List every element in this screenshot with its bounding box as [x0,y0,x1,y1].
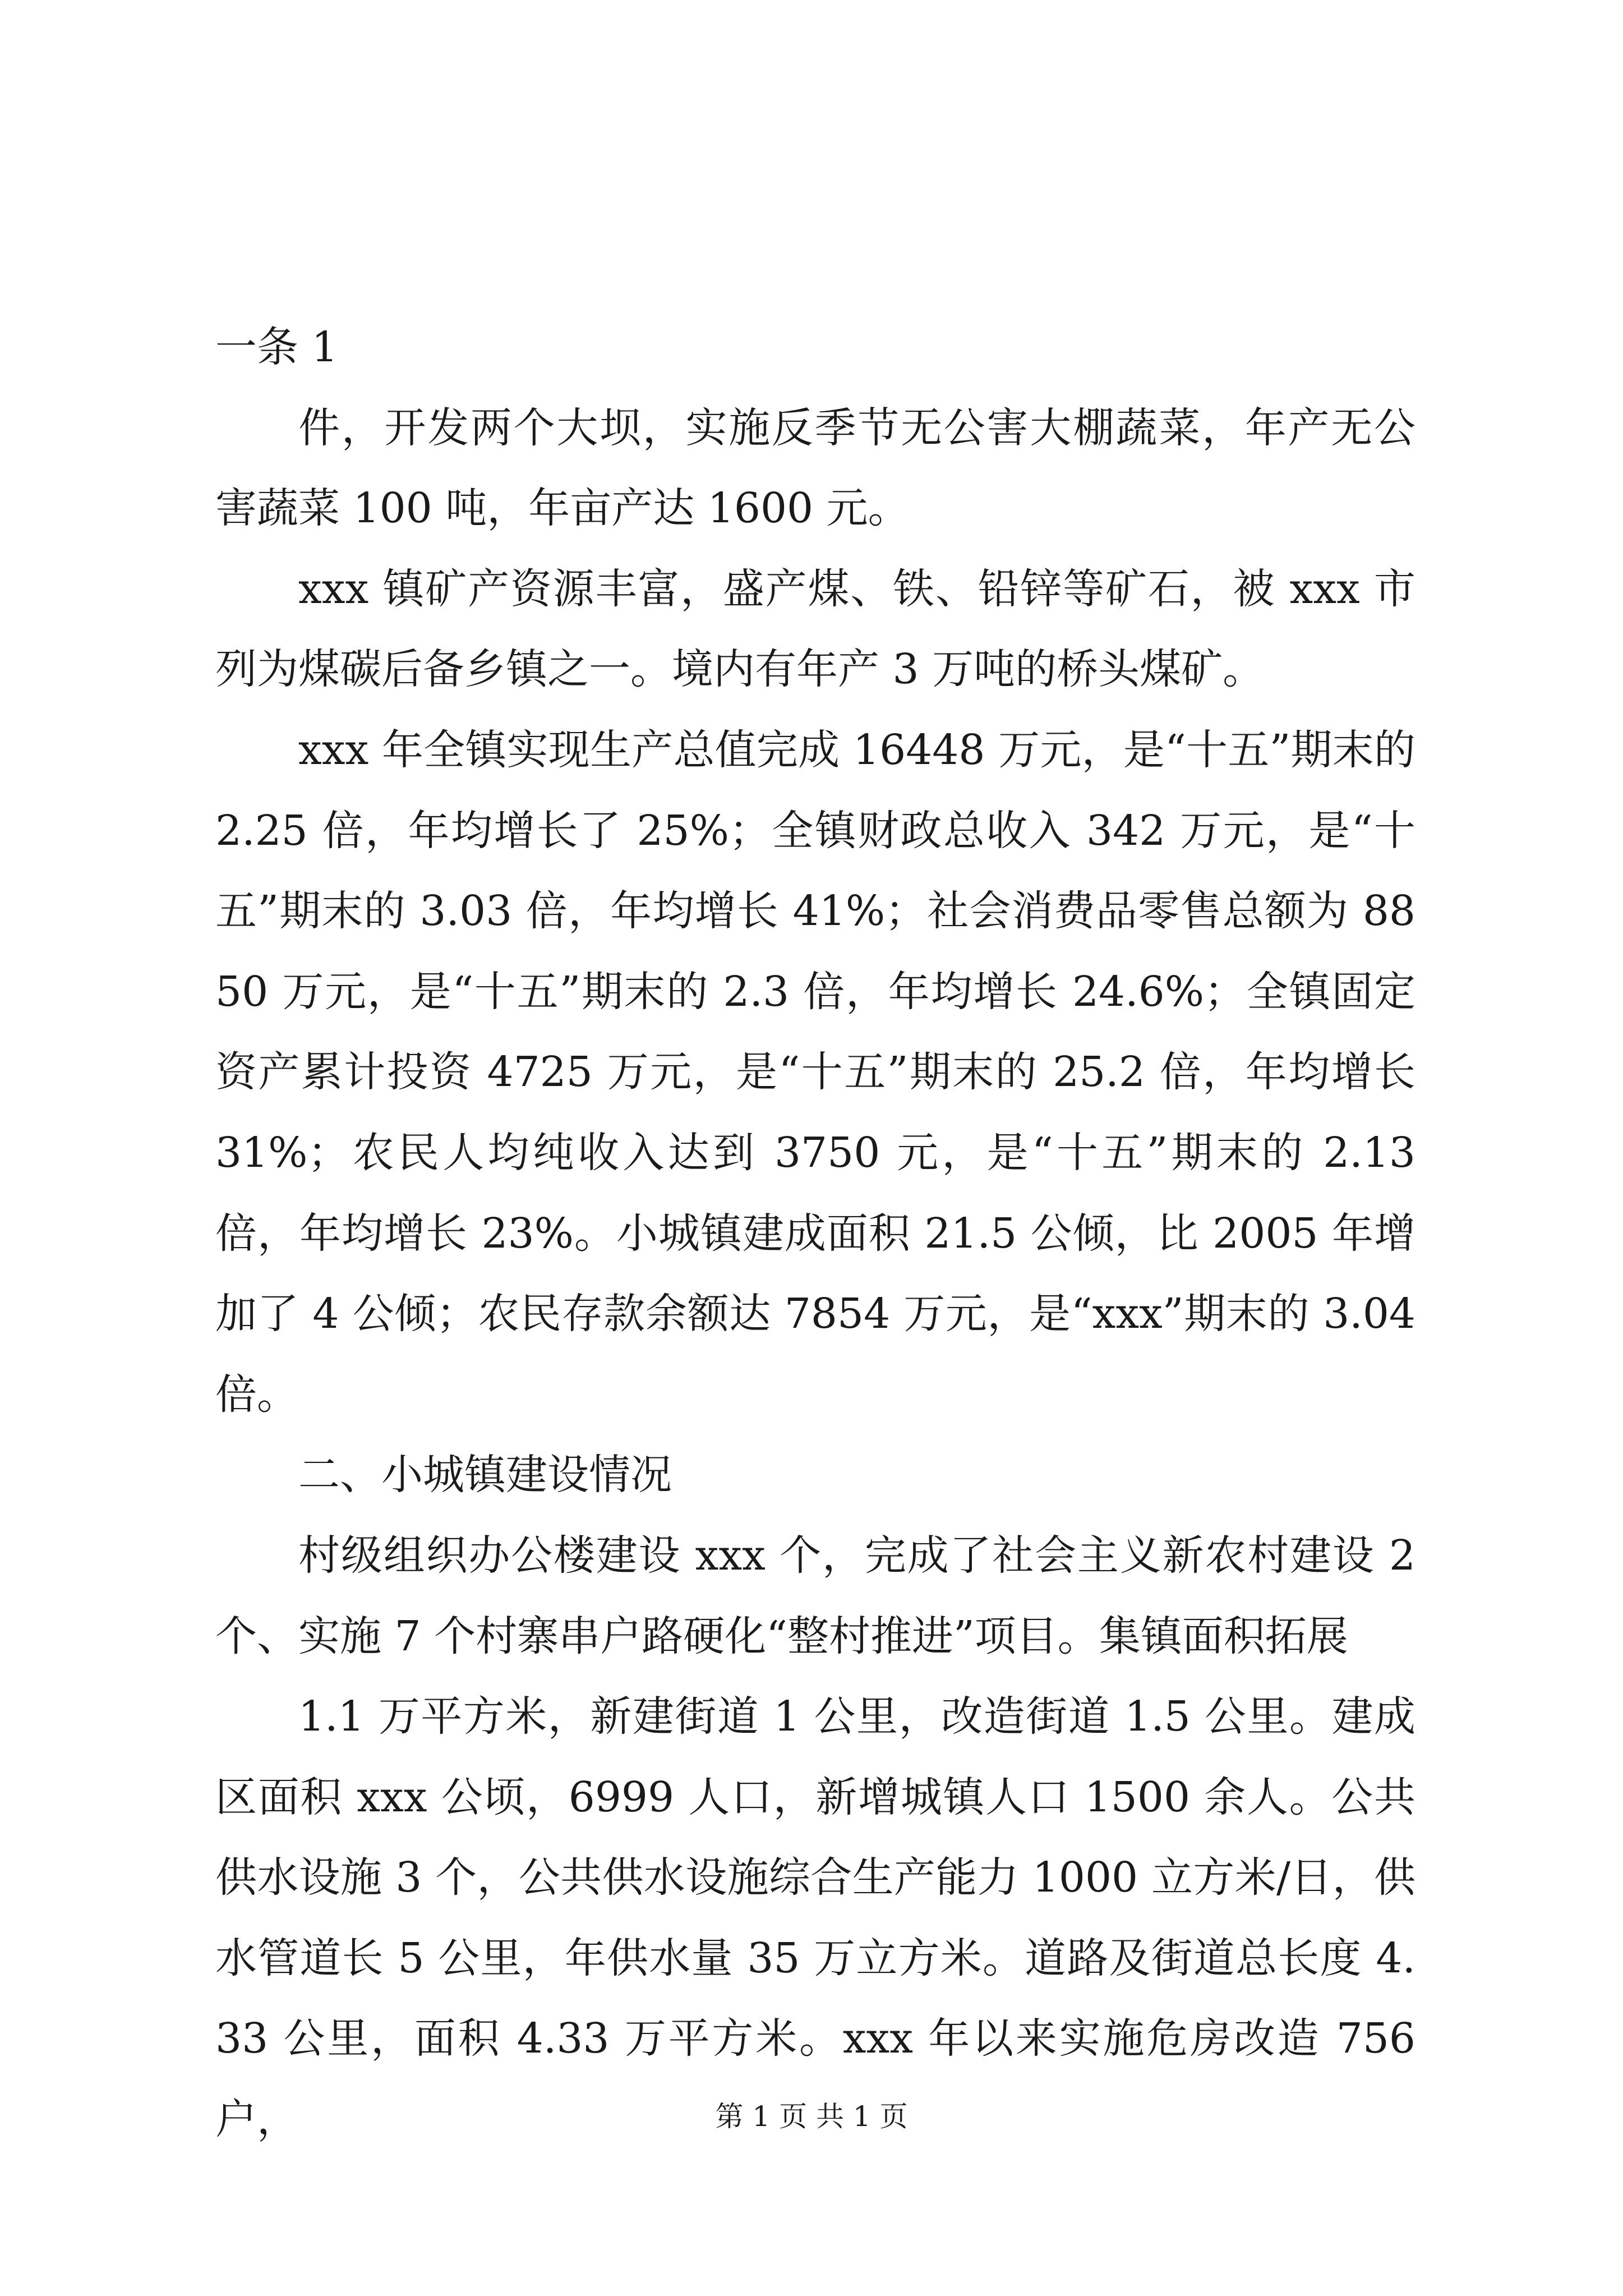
paragraph-fragment-heading: 一条 1 [215,323,338,371]
paragraph-vegetables: 件，开发两个大坝，实施反季节无公害大棚蔬菜，年产无公害蔬菜 100 吨，年亩产达 1600 元。 [215,403,1415,533]
paragraph-mineral-resources: xxx 镇矿产资源丰富，盛产煤、铁、铅锌等矿石，被 xxx 市列为煤碳后备乡镇之一。境内有年产 3 万吨的桥头煤矿。 [215,564,1415,694]
section-heading-town-construction: 二、小城镇建设情况 [298,1451,672,1499]
document-body [215,307,1415,2160]
paragraph-village-offices: 村级组织办公楼建设 xxx 个，完成了社会主义新农村建设 2 个、实施 7 个村寨串户路硬化“整村推进”项目。集镇面积拓展 [215,1531,1415,1660]
paragraph-economic-stats: xxx 年全镇实现生产总值完成 16448 万元，是“十五”期末的 2.25 倍，年均增长了 25%；全镇财政总收入 342 万元，是“十五”期末的 3.03 倍，年均增长 41%；社会消费品零售总额为 8850 万元，是“十五”期末的 2.3 倍，年均增长 24.6%；全镇固定资产累计投资 4725 万元，是“十五”期末的 25.2 倍，年均增长 31%；农民人均纯收入达到 3750 元，是“十五”期末的 2.13 倍，年均增长 23%。小城镇建成面积 21.5 公倾，比 2005 年增加了 4 公倾；农民存款余额达 7854 万元，是“xxx”期末的 3.04 倍。 [215,725,1415,1419]
page-footer: 第 1 页 共 1 页 [715,2100,908,2133]
paragraph-infrastructure: 1.1 万平方米，新建街道 1 公里，改造街道 1.5 公里。建成区面积 xxx 公顷，6999 人口，新增城镇人口 1500 余人。公共供水设施 3 个，公共供水设施综合生产能力 1000 立方米/日，供水管道长 5 公里，年供水量 35 万立方米。道路及街道总长度 4.33 公里，面积 4.33 万平方米。xxx 年以来实施危房改造 756 户， [215,1692,1415,2144]
